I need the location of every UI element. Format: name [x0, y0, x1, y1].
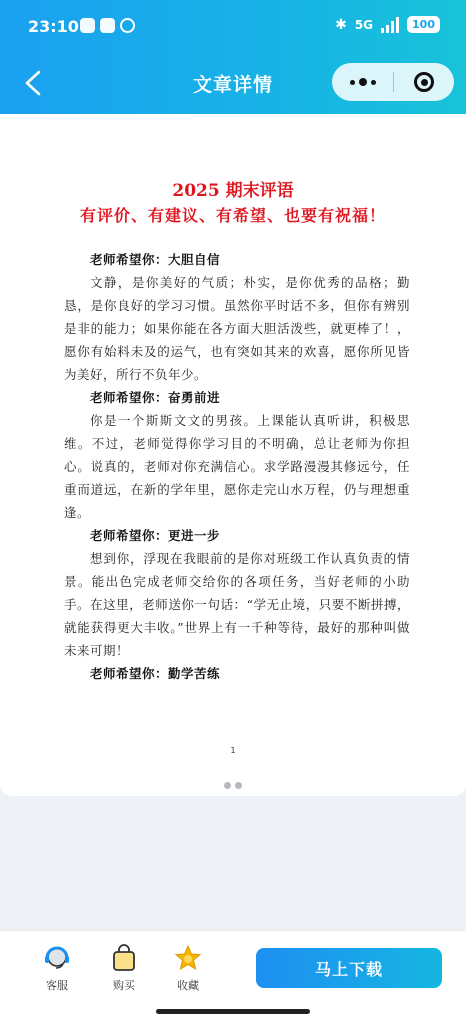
check-circle-icon — [120, 18, 135, 33]
bluetooth-icon: ✱ — [335, 16, 347, 33]
network-type: 5G — [354, 17, 374, 32]
app-notification-icon — [80, 18, 95, 33]
document-body — [64, 248, 410, 685]
battery-icon: 100 — [407, 16, 440, 33]
more-dot-center — [359, 78, 367, 86]
target-close-icon — [414, 72, 434, 92]
customer-service-label: 客服 — [46, 979, 68, 992]
section-paragraph: 文静，是你美好的气质；朴实，是你优秀的品格；勤恳，是你良好的学习习惯。虽然你平时话不多，但你有辨别是非的能力；如果你能在各方面大胆活泼些，就更棒了！，愿你有始料未及的运气，也有突如其来的欢喜，愿你所见皆为美好，所行不负年少。 — [64, 275, 410, 382]
target-dot — [421, 79, 428, 86]
weather-icon — [100, 18, 115, 33]
favorite-label: 收藏 — [177, 979, 199, 992]
page-dot — [224, 782, 231, 789]
customer-service-button[interactable] — [34, 943, 80, 993]
page-dot — [235, 782, 242, 789]
buy-label: 购买 — [113, 979, 135, 992]
more-dots-icon — [350, 80, 355, 85]
favorite-button[interactable] — [165, 943, 211, 993]
header — [0, 0, 466, 114]
document-preview[interactable] — [0, 114, 466, 796]
more-dot-right — [371, 80, 376, 85]
document-title: 2025 期末评语 — [172, 181, 294, 201]
section-paragraph: 你是一个斯斯文文的男孩。上课能认真听讲，积极思维。不过，老师觉得你学习目的不明确，总让老师为你担心。说真的，老师对你充满信心。求学路漫漫其修远兮，任重而道远，在新的学年里，愿你走完山水万程，仍与理想重逢。 — [64, 413, 410, 520]
shopping-bag-icon — [109, 943, 139, 973]
nav-bar — [0, 58, 466, 108]
signal-icon — [381, 17, 399, 33]
buy-button[interactable] — [101, 943, 147, 993]
section-heading: 老师希望你：奋勇前进 — [90, 390, 221, 405]
star-icon — [173, 943, 203, 973]
status-app-icons — [80, 18, 135, 33]
home-indicator — [156, 1009, 310, 1014]
status-time: 23:10 — [28, 17, 79, 36]
headset-icon — [42, 943, 72, 973]
status-indicators — [335, 16, 440, 33]
section-heading: 老师希望你：更进一步 — [90, 528, 221, 543]
section-paragraph: 想到你，浮现在我眼前的是你对班级工作认真负责的情景。能出色完成老师交给你的各项任务，当好老师的小助手。在这里，老师送你一句话：“学无止境，只要不断拼搏，就能获得更大丰收。”世界上有一千种等待，最好的那种叫做未来可期！ — [64, 551, 410, 658]
close-mini-program-button[interactable] — [394, 63, 454, 101]
mini-program-capsule — [332, 63, 454, 101]
section-heading: 老师希望你：勤学苦练 — [90, 666, 221, 681]
section-heading: 老师希望你：大胆自信 — [90, 252, 221, 267]
download-button[interactable]: 马上下载 — [256, 948, 442, 988]
page-indicator — [0, 782, 466, 789]
more-button[interactable] — [332, 63, 393, 101]
status-bar — [0, 0, 466, 52]
document-subtitle: 有评价、有建议、有希望、也要有祝福！ — [79, 206, 386, 225]
page-number: 1 — [230, 746, 236, 755]
page-title: 文章详情 — [192, 74, 273, 96]
